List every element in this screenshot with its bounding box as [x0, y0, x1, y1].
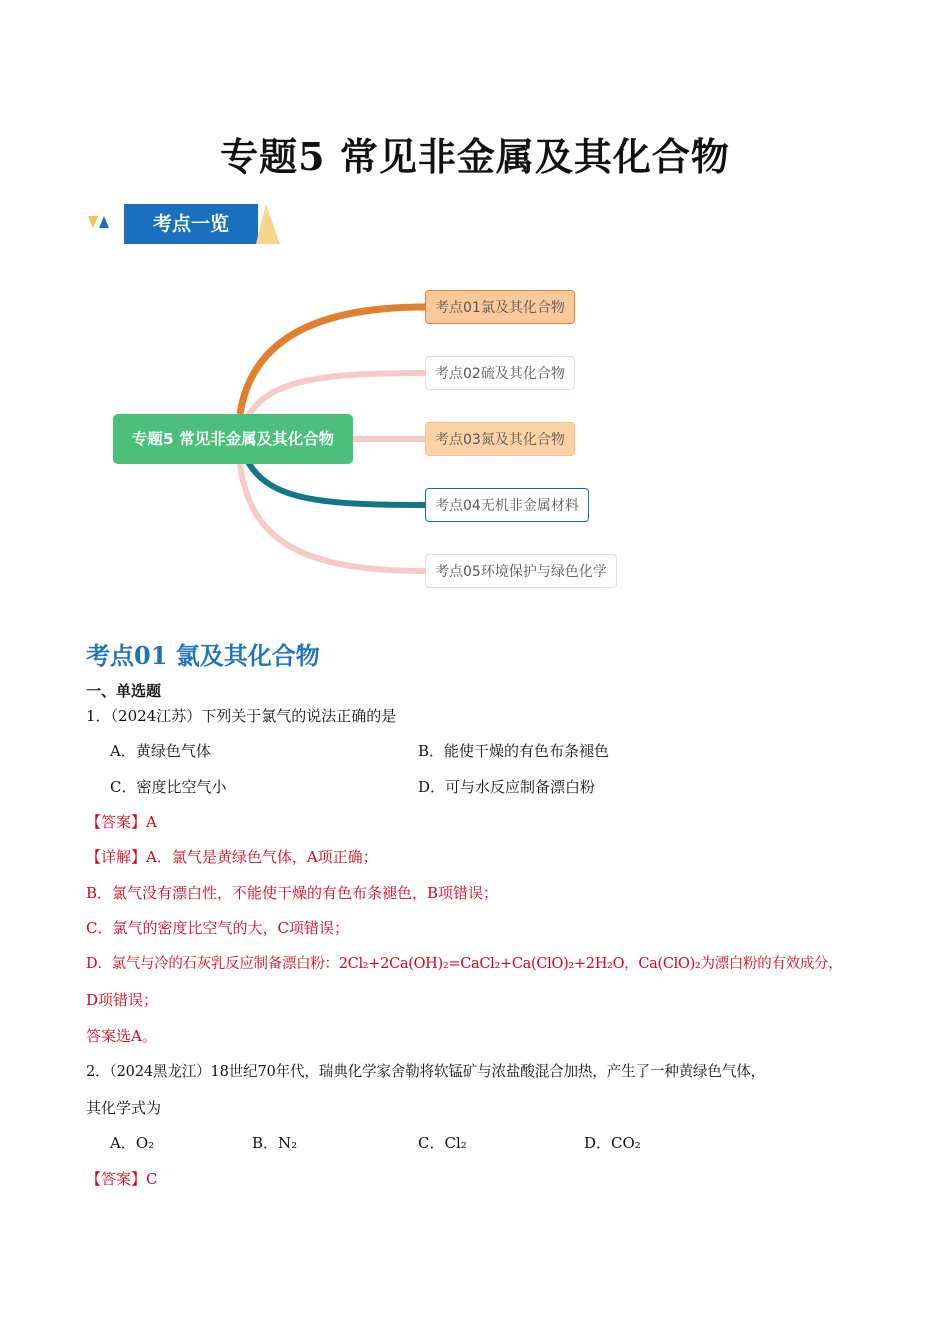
subsection-title: 一、单选题: [86, 682, 162, 700]
q1-answer: 【答案】A: [86, 813, 157, 831]
page-title: 专题5 常见非金属及其化合物: [220, 134, 730, 179]
mind-map-node-02: 考点02硫及其化合物: [425, 356, 575, 390]
q1-explain-line-4: D．氯气与冷的石灰乳反应制备漂白粉：2Cl₂+2Ca(OH)₂=CaCl₂+Ca(ClO)₂+2H₂O，Ca(ClO)₂为漂白粉的有效成分，: [86, 956, 843, 972]
q1-option-b: B．能使干燥的有色布条褪色: [418, 742, 610, 760]
mind-map-node-04: 考点04无机非金属材料: [425, 488, 589, 522]
section-banner: 考点一览: [124, 204, 258, 244]
connector-04: [248, 462, 425, 505]
mind-map-root: 专题5 常见非金属及其化合物: [113, 414, 353, 464]
banner-corner-icon: [256, 204, 282, 244]
banner-triangle-icon: [88, 214, 118, 234]
q2-option-d: D．CO₂: [584, 1134, 641, 1152]
q2-stem-line-1: 2．（2024黑龙江）18世纪70年代，瑞典化学家舍勒将软锰矿与浓盐酸混合加热，产生了一种黄绿色气体，: [86, 1063, 766, 1080]
q1-option-c: C．密度比空气小: [110, 778, 227, 796]
mind-map-node-01: 考点01氯及其化合物: [425, 290, 575, 324]
q1-explain-line-5: D项错误；: [86, 991, 159, 1009]
mind-map-node-05: 考点05环境保护与绿色化学: [425, 554, 617, 588]
q1-option-d: D．可与水反应制备漂白粉: [418, 778, 596, 796]
q1-explain-line-6: 答案选A。: [86, 1027, 157, 1045]
mind-map-node-03: 考点03氮及其化合物: [425, 422, 575, 456]
connector-02: [248, 373, 425, 416]
q2-answer: 【答案】C: [86, 1170, 158, 1188]
section-heading: 考点01 氯及其化合物: [86, 641, 320, 670]
mind-map: [100, 270, 660, 610]
q2-option-a: A．O₂: [110, 1134, 155, 1152]
q1-explain-line-1: 【详解】A．氯气是黄绿色气体，A项正确；: [86, 848, 378, 866]
q2-option-c: C．Cl₂: [418, 1134, 467, 1152]
q2-option-b: B．N₂: [252, 1134, 298, 1152]
q1-explain-line-2: B．氯气没有漂白性，不能使干燥的有色布条褪色，B项错误；: [86, 884, 499, 902]
q2-stem-line-2: 其化学式为: [86, 1099, 162, 1117]
q1-explain-line-3: C．氯气的密度比空气的大，C项错误；: [86, 919, 349, 937]
q1-option-a: A．黄绿色气体: [110, 742, 211, 760]
q1-stem: 1．（2024江苏）下列关于氯气的说法正确的是: [86, 707, 397, 725]
